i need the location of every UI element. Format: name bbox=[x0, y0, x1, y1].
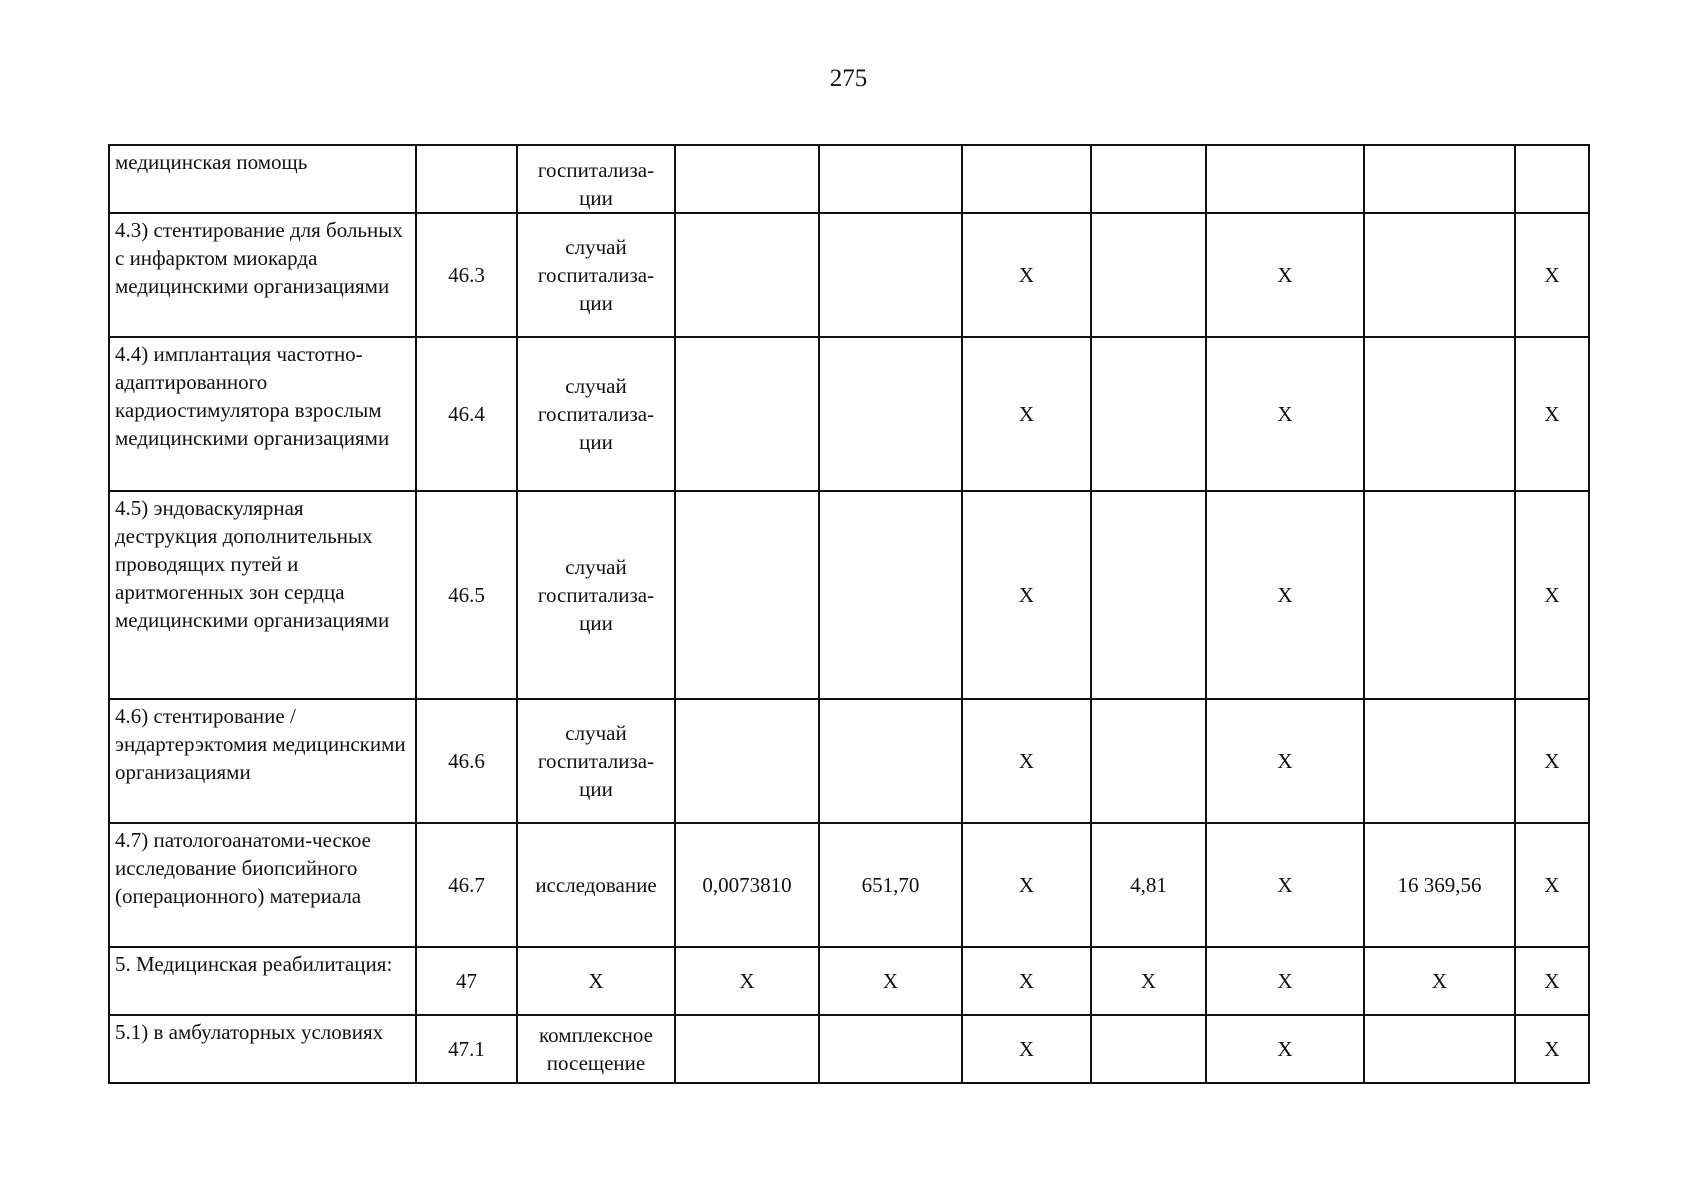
value-cell-1: Х bbox=[675, 947, 819, 1015]
name-cell: 5.1) в амбулаторных условиях bbox=[109, 1015, 416, 1083]
table-row bbox=[109, 1015, 1589, 1083]
code-cell: 46.3 bbox=[416, 213, 517, 337]
code-cell: 47 bbox=[416, 947, 517, 1015]
value-cell-2 bbox=[819, 213, 962, 337]
value-cell-1 bbox=[675, 1015, 819, 1083]
code-cell: 47.1 bbox=[416, 1015, 517, 1083]
value-cell-2 bbox=[819, 337, 962, 491]
value-cell-6 bbox=[1364, 699, 1515, 823]
value-cell-5: Х bbox=[1206, 1015, 1364, 1083]
code-cell: 46.4 bbox=[416, 337, 517, 491]
name-cell: 4.4) имплантация частотно-адаптированного кардиостимулятора взрослым медицинскими организациями bbox=[109, 337, 416, 491]
table-row bbox=[109, 213, 1589, 337]
value-cell-6: 16 369,56 bbox=[1364, 823, 1515, 947]
value-cell-1 bbox=[675, 491, 819, 699]
value-cell-6 bbox=[1364, 337, 1515, 491]
value-cell-5: Х bbox=[1206, 491, 1364, 699]
value-cell-5: Х bbox=[1206, 699, 1364, 823]
value-cell-4 bbox=[1091, 491, 1206, 699]
value-cell-2 bbox=[819, 491, 962, 699]
value-cell-4 bbox=[1091, 145, 1206, 213]
value-cell-1 bbox=[675, 699, 819, 823]
value-cell-4 bbox=[1091, 699, 1206, 823]
code-cell: 46.5 bbox=[416, 491, 517, 699]
unit-cell: Х bbox=[517, 947, 675, 1015]
value-cell-5: Х bbox=[1206, 337, 1364, 491]
value-cell-3: Х bbox=[962, 491, 1091, 699]
unit-cell: случай госпитализа- ции bbox=[517, 213, 675, 337]
page-number: 275 bbox=[829, 65, 868, 92]
value-cell-5: Х bbox=[1206, 823, 1364, 947]
value-cell-7: Х bbox=[1515, 823, 1589, 947]
value-cell-4: Х bbox=[1091, 947, 1206, 1015]
name-cell: медицинская помощь bbox=[109, 145, 416, 213]
name-cell: 4.6) стентирование / эндартерэктомия медицинскими организациями bbox=[109, 699, 416, 823]
value-cell-6 bbox=[1364, 213, 1515, 337]
value-cell-3: Х bbox=[962, 947, 1091, 1015]
code-cell bbox=[416, 145, 517, 213]
code-cell: 46.6 bbox=[416, 699, 517, 823]
value-cell-7: Х bbox=[1515, 1015, 1589, 1083]
value-cell-6 bbox=[1364, 1015, 1515, 1083]
value-cell-4 bbox=[1091, 337, 1206, 491]
value-cell-2 bbox=[819, 1015, 962, 1083]
name-cell: 4.3) стентирование для больных с инфарктом миокарда медицинскими организациями bbox=[109, 213, 416, 337]
table-row bbox=[109, 145, 1589, 213]
unit-cell: госпитализа- ции bbox=[517, 145, 675, 213]
value-cell-3: Х bbox=[962, 213, 1091, 337]
value-cell-1 bbox=[675, 213, 819, 337]
table-row bbox=[109, 699, 1589, 823]
unit-cell: исследование bbox=[517, 823, 675, 947]
value-cell-6 bbox=[1364, 145, 1515, 213]
value-cell-5: Х bbox=[1206, 213, 1364, 337]
value-cell-1 bbox=[675, 145, 819, 213]
value-cell-2: 651,70 bbox=[819, 823, 962, 947]
name-cell: 4.5) эндоваскулярная деструкция дополнительных проводящих путей и аритмогенных зон сердца медицинскими организациями bbox=[109, 491, 416, 699]
unit-cell: случай госпитализа- ции bbox=[517, 699, 675, 823]
code-cell: 46.7 bbox=[416, 823, 517, 947]
unit-cell: случай госпитализа- ции bbox=[517, 337, 675, 491]
value-cell-3: Х bbox=[962, 1015, 1091, 1083]
value-cell-7 bbox=[1515, 145, 1589, 213]
name-cell: 4.7) патологоанатоми-ческое исследование биопсийного (операционного) материала bbox=[109, 823, 416, 947]
value-cell-7: Х bbox=[1515, 491, 1589, 699]
value-cell-7: Х bbox=[1515, 213, 1589, 337]
medical-care-table bbox=[108, 144, 1590, 1084]
value-cell-7: Х bbox=[1515, 947, 1589, 1015]
value-cell-5 bbox=[1206, 145, 1364, 213]
value-cell-4 bbox=[1091, 1015, 1206, 1083]
value-cell-7: Х bbox=[1515, 699, 1589, 823]
value-cell-4 bbox=[1091, 213, 1206, 337]
value-cell-1 bbox=[675, 337, 819, 491]
value-cell-3 bbox=[962, 145, 1091, 213]
table-row bbox=[109, 491, 1589, 699]
table-row bbox=[109, 823, 1589, 947]
value-cell-6: Х bbox=[1364, 947, 1515, 1015]
value-cell-1: 0,0073810 bbox=[675, 823, 819, 947]
value-cell-2 bbox=[819, 699, 962, 823]
unit-cell: случай госпитализа- ции bbox=[517, 491, 675, 699]
value-cell-2: Х bbox=[819, 947, 962, 1015]
table-row bbox=[109, 947, 1589, 1015]
name-cell: 5. Медицинская реабилитация: bbox=[109, 947, 416, 1015]
value-cell-5: Х bbox=[1206, 947, 1364, 1015]
value-cell-3: Х bbox=[962, 699, 1091, 823]
value-cell-3: Х bbox=[962, 337, 1091, 491]
value-cell-6 bbox=[1364, 491, 1515, 699]
table-row bbox=[109, 337, 1589, 491]
unit-cell: комплексное посещение bbox=[517, 1015, 675, 1083]
value-cell-7: Х bbox=[1515, 337, 1589, 491]
value-cell-4: 4,81 bbox=[1091, 823, 1206, 947]
value-cell-3: Х bbox=[962, 823, 1091, 947]
value-cell-2 bbox=[819, 145, 962, 213]
